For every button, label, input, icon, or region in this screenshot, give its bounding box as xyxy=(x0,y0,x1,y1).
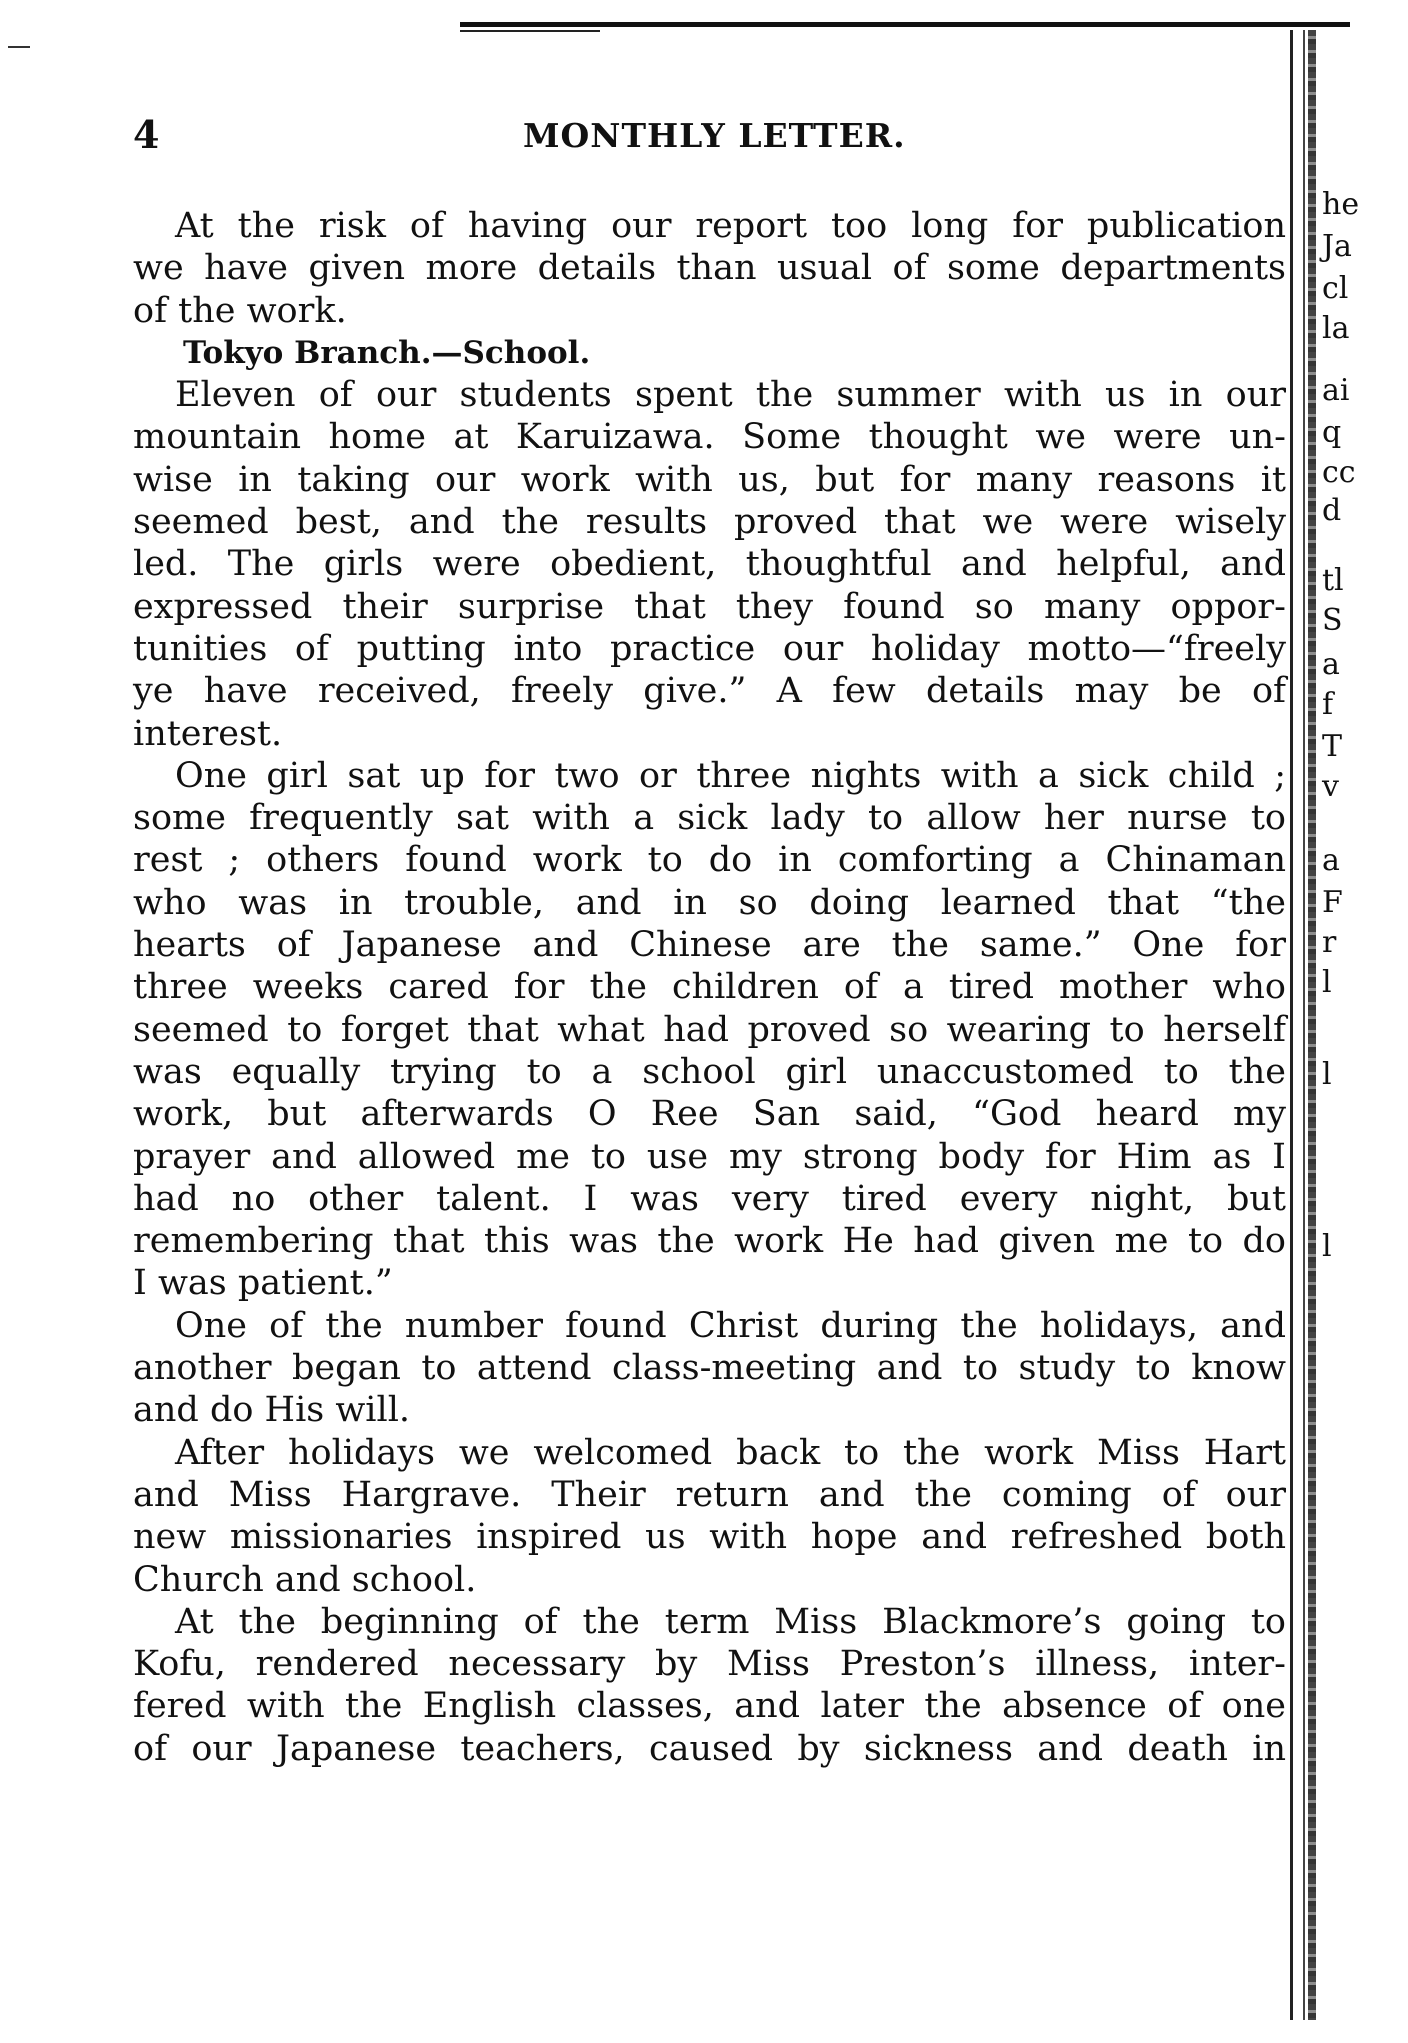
fragment-text: tl xyxy=(1322,563,1344,598)
text-line: and Miss Hargrave. Their return and the coming of our xyxy=(133,1474,1286,1515)
fragment-text: F xyxy=(1322,885,1343,920)
page-header xyxy=(133,112,1283,162)
text-line: expressed their surprise that they found so many oppor- xyxy=(133,586,1286,627)
paragraph xyxy=(133,1432,1286,1601)
text-line: interest. xyxy=(133,713,283,754)
section-heading: Tokyo Branch.—School. xyxy=(183,334,591,371)
fragment-text: l xyxy=(1322,965,1332,1000)
paragraph xyxy=(133,755,1286,1305)
top-rule xyxy=(460,22,1350,27)
fragment-text: a xyxy=(1322,647,1340,682)
text-line: who was in trouble, and in so doing learned that “the xyxy=(133,882,1286,923)
text-line: rest ; others found work to do in comforting a Chinaman xyxy=(133,840,1286,881)
text-line: prayer and allowed me to use my strong body for Him as I xyxy=(133,1136,1286,1177)
text-line: three weeks cared for the children of a tired mother who xyxy=(133,967,1286,1008)
top-rule-thin xyxy=(460,30,600,32)
text-line: fered with the English classes, and later the absence of one xyxy=(133,1686,1286,1727)
fragment-text: q xyxy=(1322,415,1342,450)
paragraph xyxy=(133,205,1286,332)
running-title: MONTHLY LETTER. xyxy=(523,116,906,155)
fragment-text: d xyxy=(1322,493,1342,528)
text-line: and do His will. xyxy=(133,1390,411,1431)
text-line: Eleven of our students spent the summer with us in our xyxy=(175,375,1286,416)
text-line: Church and school. xyxy=(133,1559,477,1600)
text-line: I was patient.” xyxy=(133,1263,393,1304)
text-line: seemed best, and the results proved that we were wisely xyxy=(133,502,1286,543)
text-line: had no other talent. I was very tired every night, but xyxy=(133,1178,1286,1219)
text-line: seemed to forget that what had proved so wearing to herself xyxy=(133,1009,1286,1050)
text-line: was equally trying to a school girl unaccustomed to the xyxy=(133,1051,1286,1092)
text-line: After holidays we welcomed back to the work Miss Hart xyxy=(175,1432,1286,1473)
text-line: remembering that this was the work He had given me to do xyxy=(133,1221,1286,1262)
text-line: Kofu, rendered necessary by Miss Preston’s illness, inter- xyxy=(133,1644,1286,1685)
paragraph xyxy=(133,1305,1286,1432)
page-edge-border xyxy=(1290,30,1305,2020)
fragment-text: he xyxy=(1322,187,1360,222)
fragment-text: v xyxy=(1322,769,1339,804)
text-line: some frequently sat with a sick lady to allow her nurse to xyxy=(133,798,1286,839)
text-line: One of the number found Christ during the holidays, and xyxy=(175,1305,1286,1346)
text-line: led. The girls were obedient, thoughtful and helpful, and xyxy=(133,544,1286,585)
text-line: hearts of Japanese and Chinese are the same.” One for xyxy=(133,925,1286,966)
fragment-text: cl xyxy=(1322,271,1349,306)
fragment-text: T xyxy=(1322,729,1343,764)
fragment-text: f xyxy=(1322,687,1334,722)
text-line: wise in taking our work with us, but for many reasons it xyxy=(133,459,1286,500)
paragraph xyxy=(133,1601,1286,1770)
text-line: of the work. xyxy=(133,290,347,331)
fragment-text: cc xyxy=(1322,455,1356,490)
paragraph xyxy=(133,374,1286,755)
fragment-text: S xyxy=(1322,603,1343,638)
text-line: we have given more details than usual of some departments xyxy=(133,248,1286,289)
text-line: new missionaries inspired us with hope and refreshed both xyxy=(133,1517,1286,1558)
text-line: mountain home at Karuizawa. Some thought we were un- xyxy=(133,417,1286,458)
fragment-text: la xyxy=(1322,311,1350,346)
text-line: work, but afterwards O Ree San said, “God heard my xyxy=(133,1094,1286,1135)
text-line: another began to attend class-meeting and to study to know xyxy=(133,1348,1286,1389)
text-line: At the risk of having our report too long for publication xyxy=(175,206,1286,246)
fragment-text: a xyxy=(1322,843,1340,878)
corner-mark xyxy=(8,46,30,48)
fragment-text: r xyxy=(1322,925,1337,960)
fragment-text: l xyxy=(1322,1229,1332,1264)
fragment-text: Ja xyxy=(1322,229,1352,264)
page-number: 4 xyxy=(133,112,160,157)
text-line: ye have received, freely give.” A few details may be of xyxy=(133,671,1286,712)
text-line: of our Japanese teachers, caused by sickness and death in xyxy=(133,1728,1286,1769)
fragment-text: l xyxy=(1322,1057,1332,1092)
fragment-text: ai xyxy=(1322,373,1350,408)
text-line: At the beginning of the term Miss Blackmore’s going to xyxy=(175,1601,1286,1642)
text-line: tunities of putting into practice our holiday motto—“freely xyxy=(133,628,1286,669)
body-text xyxy=(133,205,1286,1770)
page-edge-rough xyxy=(1308,30,1316,2020)
text-line: One girl sat up for two or three nights with a sick child ; xyxy=(175,755,1286,796)
